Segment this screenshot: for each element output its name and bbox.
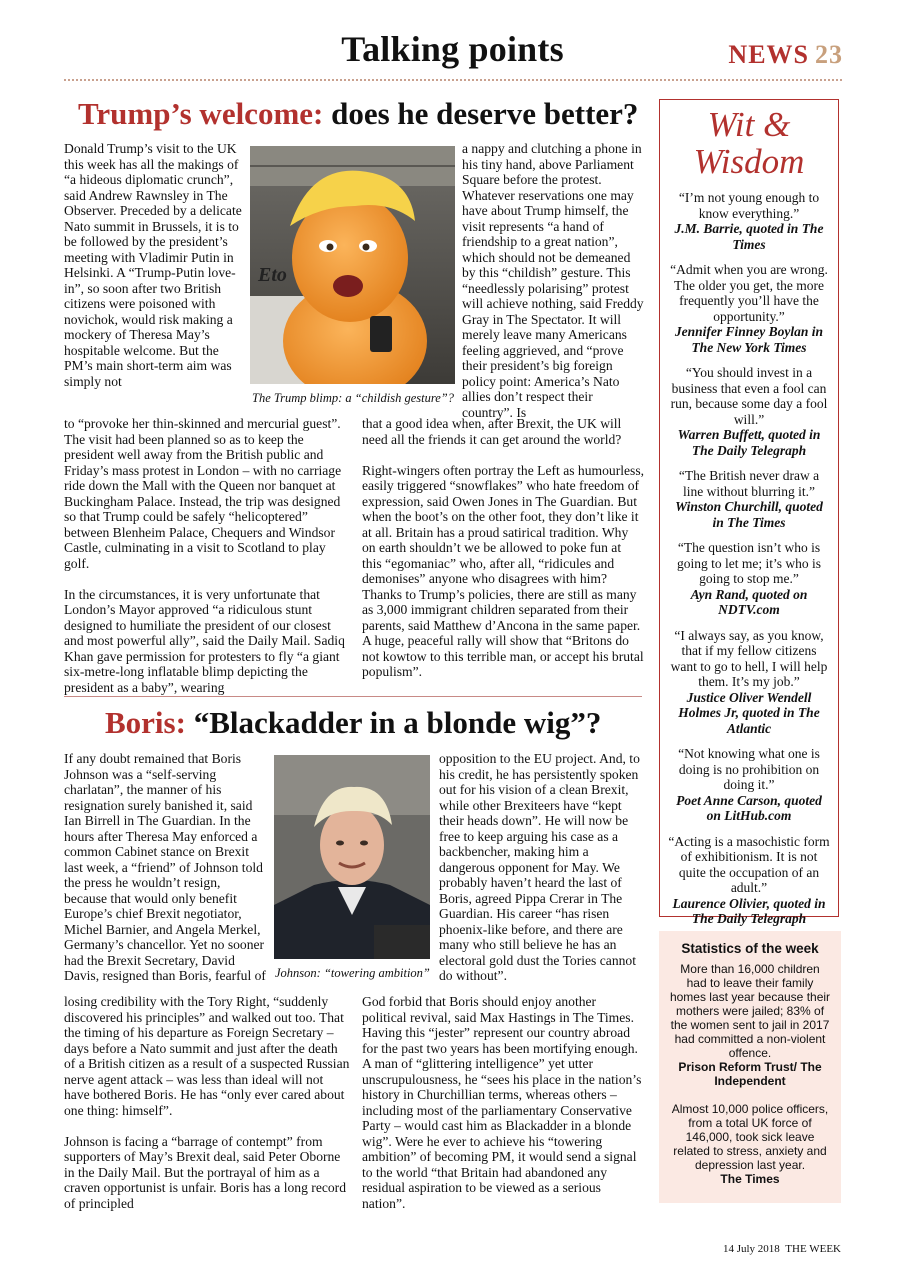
section-name: NEWS [728, 40, 809, 69]
wit-title [660, 106, 838, 180]
article2-col2-narrow: opposition to the EU project. And, to his credit, he has persistently spoken out for his vision of a clean Brexit, while other Brexiteers have “kept their heads down”. He will now be free to keep arguing his case as a backbencher, making him a dangerous opponent for May. We probably haven’t heard the last of Boris, agreed Pippa Crerar in The Guardian. His career “has risen phoenix-like before, and there are many who still believe he has an electoral gold dust the Tories cannot do without”. [439, 751, 640, 983]
article1-col1-narrow: Donald Trump’s visit to the UK this week has all the makings of “a hideous diplomatic crunch”, said Andrew Rawnsley in The Observer. Preceded by a delicate Nato summit in Brussels, it is to be followed by the president’s meeting with Vladimir Putin in Helsinki. A “Trump-Putin love-in”, so soon after two British citizens were poisoned with novichok, would risk making a mockery of Theresa May’s hospitable welcome. But the PM’s main short-term aim was simply not [64, 141, 242, 389]
quote [668, 365, 830, 458]
quote [668, 468, 830, 530]
quote [668, 628, 830, 737]
article2-col2 [362, 994, 644, 1227]
statistic-item [669, 962, 831, 1088]
footer-date: 14 July 2018 [722, 1243, 780, 1255]
quote-text: “The question isn’t who is going to let me; it’s who is going to stop me.” [677, 540, 821, 586]
page-title: Talking points [341, 29, 564, 69]
article2-col1-paragraph: losing credibility with the Tory Right, “suddenly discovered his principles” and walked out too. That the timing of his departure as Foreign Secretary – days before a Nato summit and just after the death of a British citizen as a result of a suspected Russian nerve agent attack – was less than ideal will not have bothered Boris. He has “only ever cared about one thing: himself”. [64, 994, 350, 1118]
quote [668, 834, 830, 927]
quote-text: “The British never draw a line without blurring it.” [678, 468, 820, 499]
footer-publication: THE WEEK [785, 1243, 841, 1255]
quote [668, 746, 830, 824]
article1-col2-narrow: a nappy and clutching a phone in his tiny hand, above Parliament Square before the protest. Whatever reservations one may have about Trump himself, the visit represents “a hand of friendship to a great nation”, which should not be demeaned by this “childish” gesture. This “needlessly polarising” protest will achieve nothing, said Freddy Gray in The Spectator. It will merely leave many Americans feeling aggrieved, and “prove their president’s big foreign policy point: America’s Nato allies don’t respect their country”. Is [462, 141, 644, 420]
article2-headline [105, 705, 601, 741]
statistics-box [659, 931, 841, 1203]
wit-title-line: Wisdom [693, 142, 805, 181]
article1-col2-paragraph: that a good idea when, after Brexit, the UK will need all the friends it can get around the world? [362, 416, 622, 447]
quote [668, 190, 830, 252]
trump-photo-caption: The Trump blimp: a “childish gesture”? [252, 391, 454, 405]
quote [668, 540, 830, 618]
trump-blimp-photo [250, 146, 455, 384]
quote-source: J.M. Barrie, quoted in The Times [674, 221, 824, 252]
boris-johnson-photo [274, 755, 430, 959]
quote [668, 262, 830, 355]
quote-text: “Admit when you are wrong. The older you get, the more frequently you’ll have the opportunity.” [670, 262, 828, 324]
article1-col1 [64, 416, 350, 711]
wit-title-line: Wit & [707, 105, 791, 144]
quote-source: Warren Buffett, quoted in The Daily Telegraph [677, 427, 821, 458]
page-number: 23 [815, 40, 843, 69]
quote-source: Laurence Olivier, quoted in The Daily Telegraph [672, 895, 826, 926]
header-divider [64, 79, 842, 81]
blimp-background-sign: Eto [258, 264, 287, 286]
quote-text: “I always say, as you know, that if my fellow citizens want to go to hell, I will help them. It’s my job.” [670, 627, 828, 689]
quote-source: Poet Anne Carson, quoted on LitHub.com [676, 792, 822, 823]
boris-johnson-illustration [274, 755, 430, 959]
article1-headline-lead: Trump’s welcome: [78, 96, 324, 131]
statistics-title: Statistics of the week [681, 941, 819, 956]
article1-headline-rest: does he deserve better? [323, 96, 639, 131]
article1-col1-paragraph: In the circumstances, it is very unfortunate that London’s Mayor approved “a ridiculous stunt designed to humiliate the president of our closest and most powerful ally”, said the Daily Mail. Sadiq Khan gave permission for protesters to fly “a giant six-metre-long inflatable blimp depicting the president as a baby”, wearing [64, 586, 345, 695]
statistic-source: The Times [720, 1172, 780, 1186]
article1-col2 [362, 416, 644, 695]
article2-col1-paragraph: Johnson is facing a “barrage of contempt” from supporters of May’s Brexit deal, said Peter Oborne in the Daily Mail. But the portrayal of him as a craven opportunist is unfair. Boris has a long record of principled [64, 1133, 347, 1211]
statistic-text: Almost 10,000 police officers, from a total UK force of 146,000, took sick leave related to stress, anxiety and depression last year. [671, 1102, 829, 1172]
article2-headline-rest: “Blackadder in a blonde wig”? [185, 705, 602, 740]
quote-source: Ayn Rand, quoted on NDTV.com [690, 586, 808, 617]
quote-source: Jennifer Finney Boylan in The New York Times [674, 324, 824, 355]
statistic-item [669, 1102, 831, 1186]
article2-col1 [64, 994, 350, 1227]
page-footer [723, 1243, 841, 1255]
statistic-source: Prison Reform Trust/ The Independent [678, 1060, 822, 1088]
section-label [728, 40, 843, 70]
article1-col1-paragraph: to “provoke her thin-skinned and mercurial guest”. The visit had been planned so as to keep the president well away from the British public and Friday’s mass protest in London – with no carriage ride down the Mall with the Queen nor banquet at Buckingham Palace. Instead, the trip was designed so that Trump could be safely “helicoptered” between Blenheim Palace, Chequers and Windsor Castle, culminating in a visit to Scotland to play golf. [64, 416, 342, 571]
boris-photo-caption: Johnson: “towering ambition” [275, 966, 430, 980]
article2-col1-narrow: If any doubt remained that Boris Johnson was a “self-serving charlatan”, the manner of his resignation surely banished it, said Ian Birrell in The Guardian. In the hours after Theresa May enforced a common Cabinet stance on Brexit last week, a “friend” of Johnson told the press he wouldn’t resign, because that would only benefit Europe’s chief Brexit negotiator, Michel Barnier, and Angela Merkel, Germany’s chancellor. Yet no sooner had the Brexit Secretary, David Davis, resigned than Boris, fearful of [64, 751, 266, 983]
wit-and-wisdom-box [659, 99, 839, 926]
quote-text: “You should invest in a business that even a fool can run, because some day a fool will.” [670, 365, 828, 427]
article1-col2-paragraph: Right-wingers often portray the Left as humourless, easily triggered “snowflakes” who hate freedom of expression, said Owen Jones in The Guardian. But when the boot’s on the other foot, they don’t like it at all. Britain has a proud satirical tradition. Why on earth shouldn’t we be allowed to poke fun at this “egomaniac” who, after all, “ridicules and demonises” anyone who disagrees with him? Thanks to Trump’s policies, there are still as many as 3,000 immigrant children separated from their parents, said Matthew d’Ancona in the same paper. A huge, peaceful rally will show that “Britons do not kowtow to this terrible man, or accept his brutal populism”. [362, 462, 645, 679]
trump-blimp-illustration [250, 146, 455, 384]
quote-text: “Not knowing what one is doing is no prohibition on doing it.” [678, 746, 820, 792]
statistic-text: More than 16,000 children had to leave their family homes last year because their mothers were jailed; 83% of the women sent to jail in 2017 had committed a non-violent offence. [669, 962, 831, 1060]
quote-source: Justice Oliver Wendell Holmes Jr, quoted in The Atlantic [678, 689, 820, 736]
article2-col2-paragraph: God forbid that Boris should enjoy another political revival, said Max Hastings in The Times. Having this “jester” represent our country abroad for the past two years has been mortifying enough. A man of “glittering intelligence” yet utter unscrupulousness, he “sees his place in the nation’s history in Churchillian terms, whereas others – including most of the parliamentary Conservative Party – would cast him as Blackadder in a blonde wig”. Were he ever to achieve his “towering ambition” of becoming PM, it would send a signal to the world “that Britain had abandoned any residual aspiration to be viewed as a serious nation”. [362, 994, 642, 1211]
quote-source: Winston Churchill, quoted in The Times [675, 499, 823, 530]
article1-headline [78, 96, 638, 132]
quote-text: “I’m not young enough to know everything.” [678, 190, 820, 221]
article2-headline-lead: Boris: [105, 705, 186, 740]
quote-text: “Acting is a masochistic form of exhibitionism. It is not quite the occupation of an adult.” [668, 833, 830, 895]
article-divider [64, 696, 642, 697]
